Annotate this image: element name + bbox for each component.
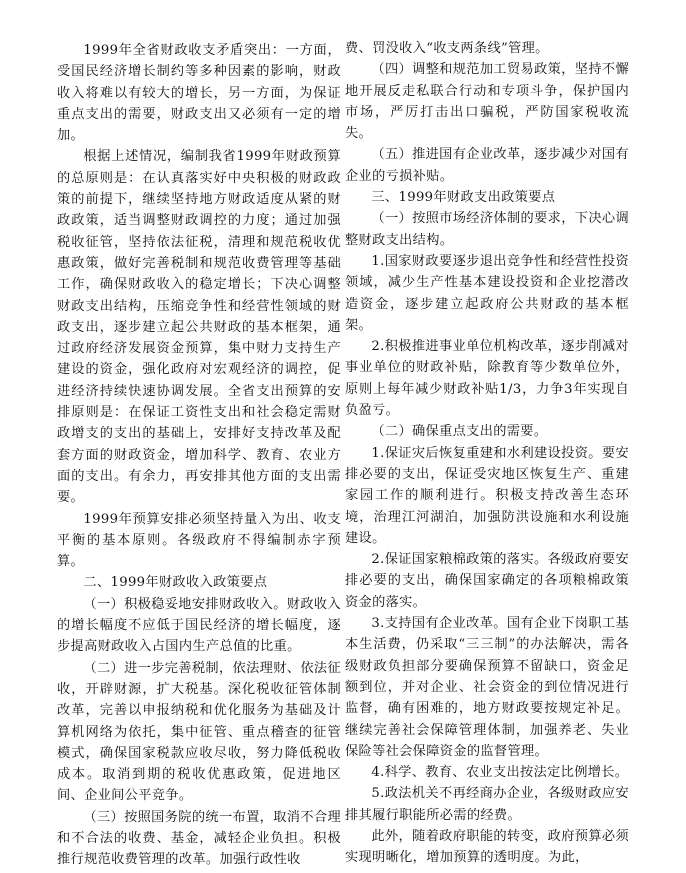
paragraph-priority-5: 5.政法机关不再经商办企业，各级财政应安排其履行职能所必需的经费。 (345, 786, 629, 823)
paragraph-balanced-budget: 1999年预算安排必须坚持量入为出、收支平衡的基本原则。各级政府不得编制赤字预算。 (57, 511, 341, 570)
section-heading-revenue-policy: 二、1999年财政收入政策要点 (83, 575, 268, 591)
paragraph-expenditure-item-1: （一）按照市场经济体制的要求，下决心调整财政支出结构。 (345, 211, 629, 248)
paragraph-expenditure-sub-1: 1.国家财政要逐步退出竞争性和经营性投资领域，减少生产性基本建设投资和企业挖潜改造资金，逐步建立起政府公共财政的基本框架。 (345, 253, 629, 333)
paragraph-priority-4: 4.科学、教育、农业支出按法定比例增长。 (371, 765, 629, 781)
paragraph-revenue-item-4: （四）调整和规范加工贸易政策，坚持不懈地开展反走私联合行动和专项斗争，保护国内市场，严厉打击出口骗税，严防国家税收流失。 (345, 62, 629, 142)
paragraph-continuation: 费、罚没收入“收支两条线”管理。 (345, 41, 549, 56)
paragraph-closing: 此外，随着政府职能的转变，政府预算必须实现明晰化，增加预算的透明度。为此， (345, 828, 629, 866)
paragraph-revenue-expenditure-conflict: 1999年全省财政收支矛盾突出：一方面，受国民经济增长制约等多种因素的影响，财政收入将难以有较大的增长，另一方面，为保证重点支出的需要，财政支出又必须有一定的增加。 (57, 43, 341, 144)
paragraph-expenditure-item-2: （二）确保重点支出的需要。 (371, 424, 548, 440)
paragraph-revenue-item-1: （一）积极稳妥地安排财政收入。财政收入的增长幅度不应低于国民经济的增长幅度，逐步提高财政收入占国内生产总值的比重。 (57, 596, 341, 655)
paragraph-priority-1: 1.保证灾后恢复重建和水利建设投资。要安排必要的支出，保证受灾地区恢复生产、重建家园工作的顺利进行。积极支持改善生态环境，治理江河湖泊，加强防洪设施和水利设施建设。 (345, 445, 629, 546)
paragraph-revenue-item-2: （二）进一步完善税制，依法理财、依法征收，开辟财源，扩大税基。深化税收征管体制改革，完善以申报纳税和优化服务为基础及计算机网络为依托，集中征管、重点稽查的征管模式，确保国家税款应收尽收，努力降低税收成本。取消到期的税收优惠政策，促进地区间、企业间公平竞争。 (57, 660, 341, 804)
paragraph-budget-principles: 根据上述情况，编制我省1999年财政预算的总原则是：在认真落实好中央积极的财政政策的前提下，继续坚持地方财政适度从紧的财政政策，适当调整财政调控的力度；通过加强税收征管，坚持依法征税，清理和规范税收优惠政策，做好完善税制和规范收费管理等基础工作，确保财政收入的稳定增长；下决心调整财政支出结构，压缩竞争性和经营性领域的财政支出，逐步建立起公共财政的基本框架，通过政府经济发展资金预算，集中财力支持生产建设的资金，强化政府对宏观经济的调控，促进经济持续快速协调发展。全省支出预算的安排原则是：在保证工资性支出和社会稳定需财政增支的支出的基础上，安排好支持改革及配套方面的财政资金，增加科学、教育、农业方面的支出。有余力，再安排其他方面的支出需要。 (57, 149, 341, 506)
section-heading-expenditure-policy: 三、1999年财政支出政策要点 (371, 190, 556, 206)
paragraph-priority-2: 2.保证国家粮棉政策的落实。各级政府要安排必要的支出，确保国家确定的各项粮棉政策资金的落实。 (345, 552, 629, 610)
paragraph-revenue-item-5: （五）推进国有企业改革，逐步减少对国有企业的亏损补贴。 (345, 147, 629, 184)
left-column (57, 40, 341, 871)
right-column (345, 38, 629, 869)
paragraph-revenue-item-3: （三）按照国务院的统一布置，取消不合理和不合法的收费、基金，减轻企业负担。积极推行规范收费管理的改革。加强行政性收 (57, 809, 341, 868)
paragraph-priority-3: 3.支持国有企业改革。国有企业下岗职工基本生活费，仍采取“三三制”的办法解决，需各级财政负担部分要确保预算不留缺口，资金足额到位，并对企业、社会资金的到位情况进行监督，确有困难的，地方财政要按规定补足。继续完善社会保障管理体制，加强养老、失业保险等社会保障资金的监督管理。 (345, 616, 629, 759)
paragraph-expenditure-sub-2: 2.积极推进事业单位机构改革，逐步削减对事业单位的财政补贴，除教育等少数单位外，原则上每年减少财政补贴1/3，力争3年实现自负盈亏。 (345, 339, 629, 419)
